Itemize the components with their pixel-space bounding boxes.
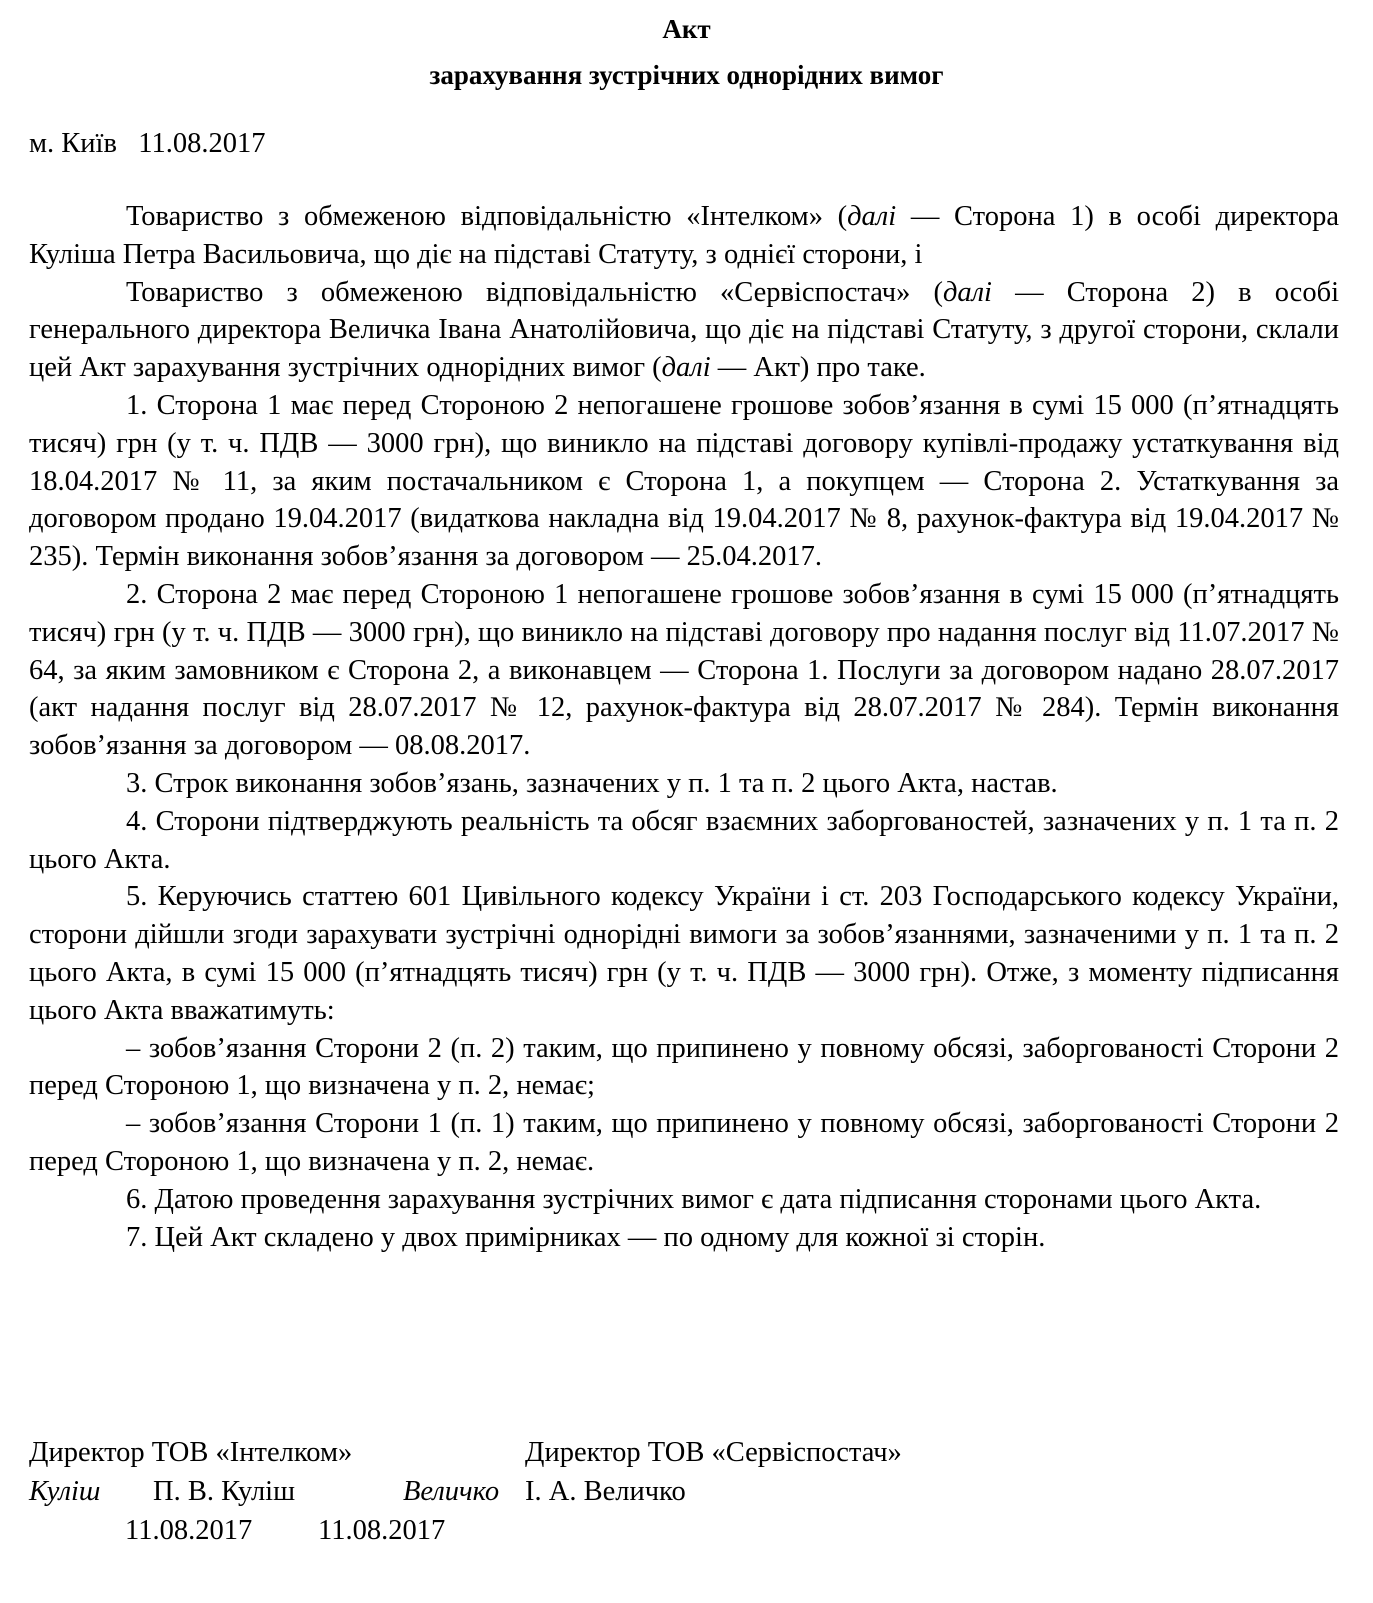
- paragraph: 3. Строк виконання зобов’язань, зазначених у п. 1 та п. 2 цього Акта, настав.: [126, 767, 1058, 799]
- right-signatory-name: І. А. Величко: [525, 1476, 686, 1507]
- paragraph: – зобов’язання Сторони 1 (п. 1) таким, що припинено у повному обсязі, заборгованості Сторони 2 перед Стороною 1, що визначена у п. 2, немає.: [29, 1108, 1339, 1177]
- document-title: Акт: [662, 14, 711, 44]
- paragraph: – зобов’язання Сторони 2 (п. 2) таким, що припинено у повному обсязі, заборгованості Сторони 2 перед Стороною 1, що визначена у п. 2, немає;: [29, 1032, 1339, 1102]
- paragraph: 6. Датою проведення зарахування зустрічних вимог є дата підписання сторонами цього Акта.: [126, 1183, 1262, 1215]
- right-signatory-title: Директор ТОВ «Сервіспостач»: [525, 1437, 902, 1468]
- right-sign-date: 11.08.2017: [318, 1515, 446, 1546]
- right-signature: Величко: [403, 1476, 500, 1507]
- left-sign-date: 11.08.2017: [125, 1515, 253, 1546]
- paragraph: Товариство з обмеженою відповідальністю «Інтелком» (далі — Сторона 1) в особі директора Куліша Петра Васильовича, що діє на підставі Статуту, з однієї сторони, і: [29, 201, 1339, 270]
- italic-text: далі: [942, 276, 992, 308]
- paragraph: 4. Сторони підтверджують реальність та обсяг взаємних заборгованостей, зазначених у п. 1 та п. 2 цього Акта.: [29, 805, 1339, 875]
- document-body: [29, 198, 1339, 1256]
- paragraph: 7. Цей Акт складено у двох примірниках — по одному для кожної зі сторін.: [126, 1221, 1046, 1253]
- paragraph: 1. Сторона 1 має перед Стороною 2 непогашене грошове зобов’язання в сумі 15 000 (п’ятнадцять тисяч) грн (у т. ч. ПДВ — 3000 грн), що виникло на підставі договору купівлі-продажу устаткування від 18.04.2017 № 11, за яким постачальником є Сторона 1, а покупцем — Сторона 2. Устаткування за договором продано 19.04.2017 (видаткова накладна від 19.04.2017 № 8, рахунок-фактура від 19.04.2017 № 235). Термін виконання зобов’язання за договором — 25.04.2017.: [29, 389, 1339, 573]
- document-subtitle: зарахування зустрічних однорідних вимог: [429, 60, 944, 90]
- left-signatory-title: Директор ТОВ «Інтелком»: [29, 1437, 353, 1468]
- left-signatory-name: П. В. Куліш: [153, 1476, 296, 1507]
- city-date: м. Київ 11.08.2017: [29, 128, 266, 159]
- left-signature: Куліш: [29, 1476, 101, 1507]
- paragraph: 2. Сторона 2 має перед Стороною 1 непогашене грошове зобов’язання в сумі 15 000 (п’ятнадцять тисяч) грн (у т. ч. ПДВ — 3000 грн), що виникло на підставі договору про надання послуг від 11.07.2017 № 64, за яким замовником є Сторона 2, а виконавцем — Сторона 1. Послуги за договором надано 28.07.2017 (акт надання послуг від 28.07.2017 № 12, рахунок-фактура від 28.07.2017 № 284). Термін виконання зобов’язання за договором — 08.08.2017.: [29, 578, 1339, 762]
- italic-text: далі: [847, 201, 897, 232]
- italic-text: далі: [661, 352, 711, 384]
- paragraph: Товариство з обмеженою відповідальністю «Сервіспостач» (далі — Сторона 2) в особі генерального директора Величка Івана Анатолійовича, що діє на підставі Статуту, з другої сторони, склали цей Акт зарахування зустрічних однорідних вимог (далі — Акт) про таке.: [29, 276, 1339, 384]
- paragraph: 5. Керуючись статтею 601 Цивільного кодексу України і ст. 203 Господарського кодексу України, сторони дійшли згоди зарахувати зустрічні однорідні вимоги за зобов’язаннями, зазначеними у п. 1 та п. 2 цього Акта, в сумі 15 000 (п’ятнадцять тисяч) грн (у т. ч. ПДВ — 3000 грн). Отже, з моменту підписання цього Акта вважатимуть:: [29, 881, 1339, 1026]
